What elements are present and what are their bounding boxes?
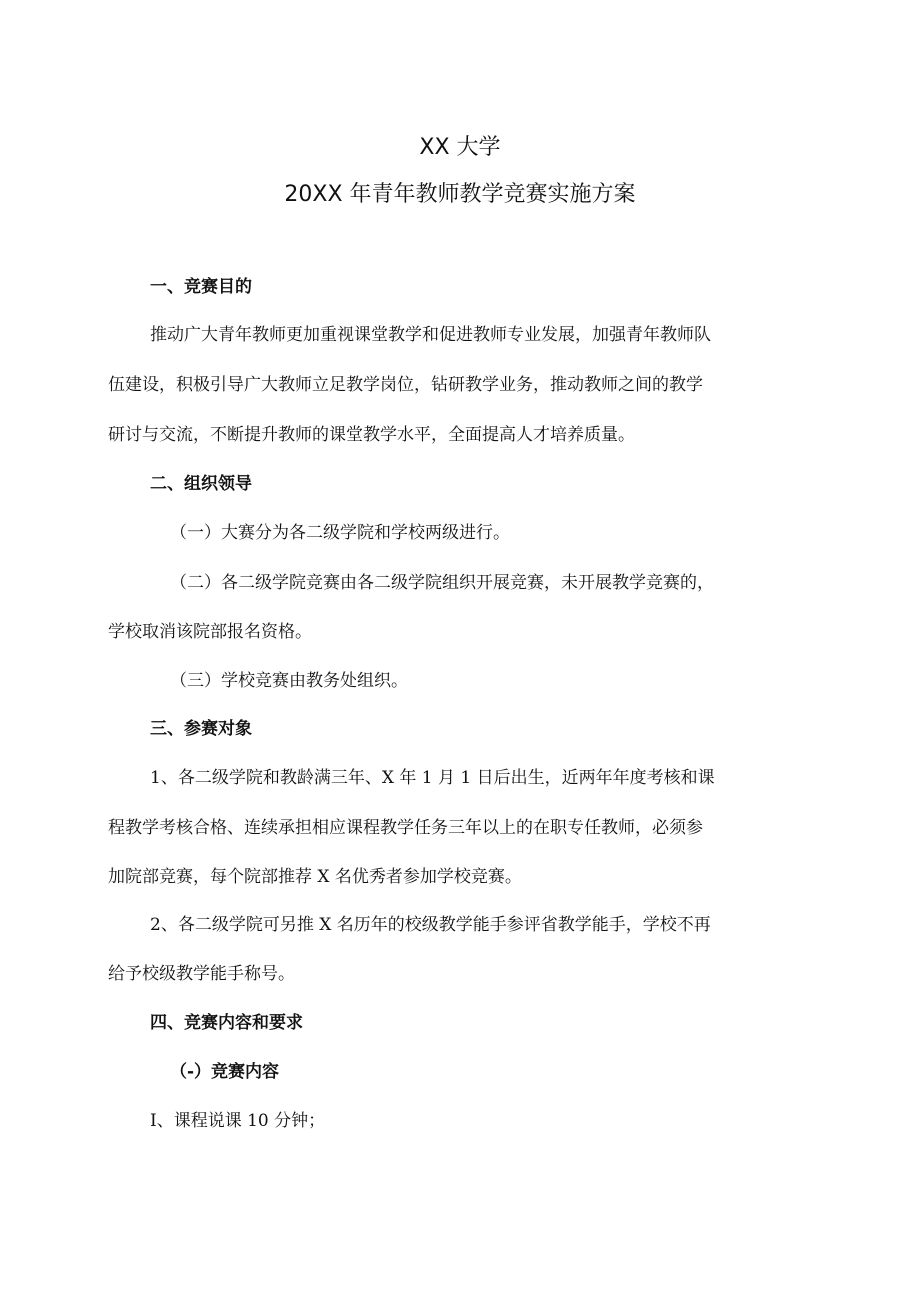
subsection-heading-content: （-）竞赛内容 [170,1062,280,1082]
section-heading-organization: 二、组织领导 [150,474,252,494]
section-heading-purpose: 一、竞赛目的 [150,277,252,297]
list-item: （三）学校竞赛由教务处组织。 [170,671,408,691]
list-item: 1、各二级学院和教龄满三年、X 年 1 月 1 日后出生，近两年年度考核和课 [150,768,715,788]
document-title: 20XX 年青年教师教学竞赛实施方案 [284,182,636,207]
document-title-university: XX 大学 [419,135,501,160]
list-item-continuation: 程教学考核合格、连续承担相应课程教学任务三年以上的在职专任教师，必须参 [108,818,703,838]
paragraph-line: 推动广大青年教师更加重视课堂教学和促进教师专业发展，加强青年教师队 [150,325,711,345]
list-item-continuation: 给予校级教学能手称号。 [108,964,295,984]
list-item: （二）各二级学院竞赛由各二级学院组织开展竞赛，未开展教学竞赛的， [170,573,714,593]
list-item-continuation: 学校取消该院部报名资格。 [108,622,312,642]
section-heading-participants: 三、参赛对象 [150,719,252,739]
section-heading-content-requirements: 四、竞赛内容和要求 [150,1013,303,1033]
list-item-continuation: 加院部竞赛，每个院部推荐 X 名优秀者参加学校竞赛。 [108,867,522,887]
list-item: 2、各二级学院可另推 X 名历年的校级教学能手参评省教学能手，学校不再 [150,915,711,935]
list-item: （一）大赛分为各二级学院和学校两级进行。 [170,523,510,543]
paragraph-line: 研讨与交流，不断提升教师的课堂教学水平，全面提高人才培养质量。 [108,425,635,445]
paragraph-line: 伍建设，积极引导广大教师立足教学岗位，钻研教学业务，推动教师之间的教学 [108,375,703,395]
list-item: I、课程说课 10 分钟； [150,1111,326,1131]
